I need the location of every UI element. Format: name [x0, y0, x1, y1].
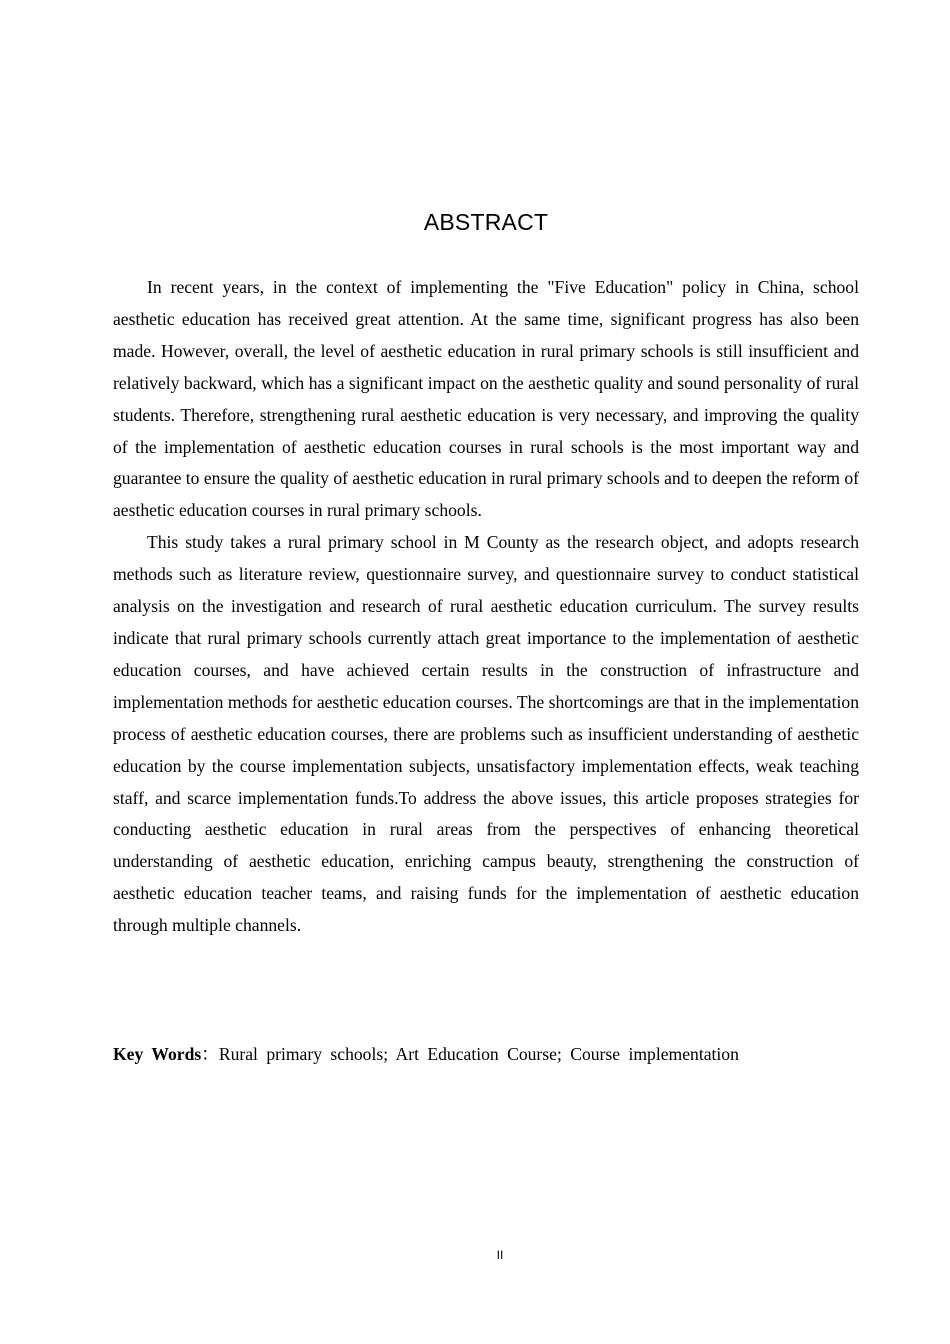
- abstract-body: [113, 272, 859, 942]
- abstract-paragraph-2: This study takes a rural primary school in M County as the research object, and adopts research methods such as literature review, questionnaire survey, and questionnaire survey to conduct statistical analysis on the investigation and research of rural aesthetic education curriculum. The survey results indicate that rural primary schools currently attach great importance to the implementation of aesthetic education courses, and have achieved certain results in the construction of infrastructure and implementation methods for aesthetic education courses. The shortcomings are that in the implementation process of aesthetic education courses, there are problems such as insufficient understanding of aesthetic education by the course implementation subjects, unsatisfactory implementation effects, weak teaching staff, and scarce implementation funds.To address the above issues, this article proposes strategies for conducting aesthetic education in rural areas from the perspectives of enhancing theoretical understanding of aesthetic education, enriching campus beauty, strengthening the construction of aesthetic education teacher teams, and raising funds for the implementation of aesthetic education through multiple channels.: [113, 532, 859, 936]
- page-number: II: [496, 1248, 504, 1262]
- abstract-paragraph-1: In recent years, in the context of implementing the "Five Education" policy in China, school aesthetic education has received great attention. At the same time, significant progress has also been made. However, overall, the level of aesthetic education in rural primary schools is still insufficient and relatively backward, which has a significant impact on the aesthetic quality and sound personality of rural students. Therefore, strengthening rural aesthetic education is very necessary, and improving the quality of the implementation of aesthetic education courses in rural schools is the most important way and guarantee to ensure the quality of aesthetic education in rural primary schools and to deepen the reform of aesthetic education courses in rural primary schools.: [113, 277, 859, 521]
- keywords-line: [113, 1038, 873, 1070]
- keywords-label: Key Words: [113, 1044, 202, 1064]
- keywords-list: Rural primary schools; Art Education Course; Course implementation: [218, 1044, 739, 1064]
- keywords-separator: ：: [201, 1044, 219, 1064]
- abstract-title: ABSTRACT: [423, 209, 549, 235]
